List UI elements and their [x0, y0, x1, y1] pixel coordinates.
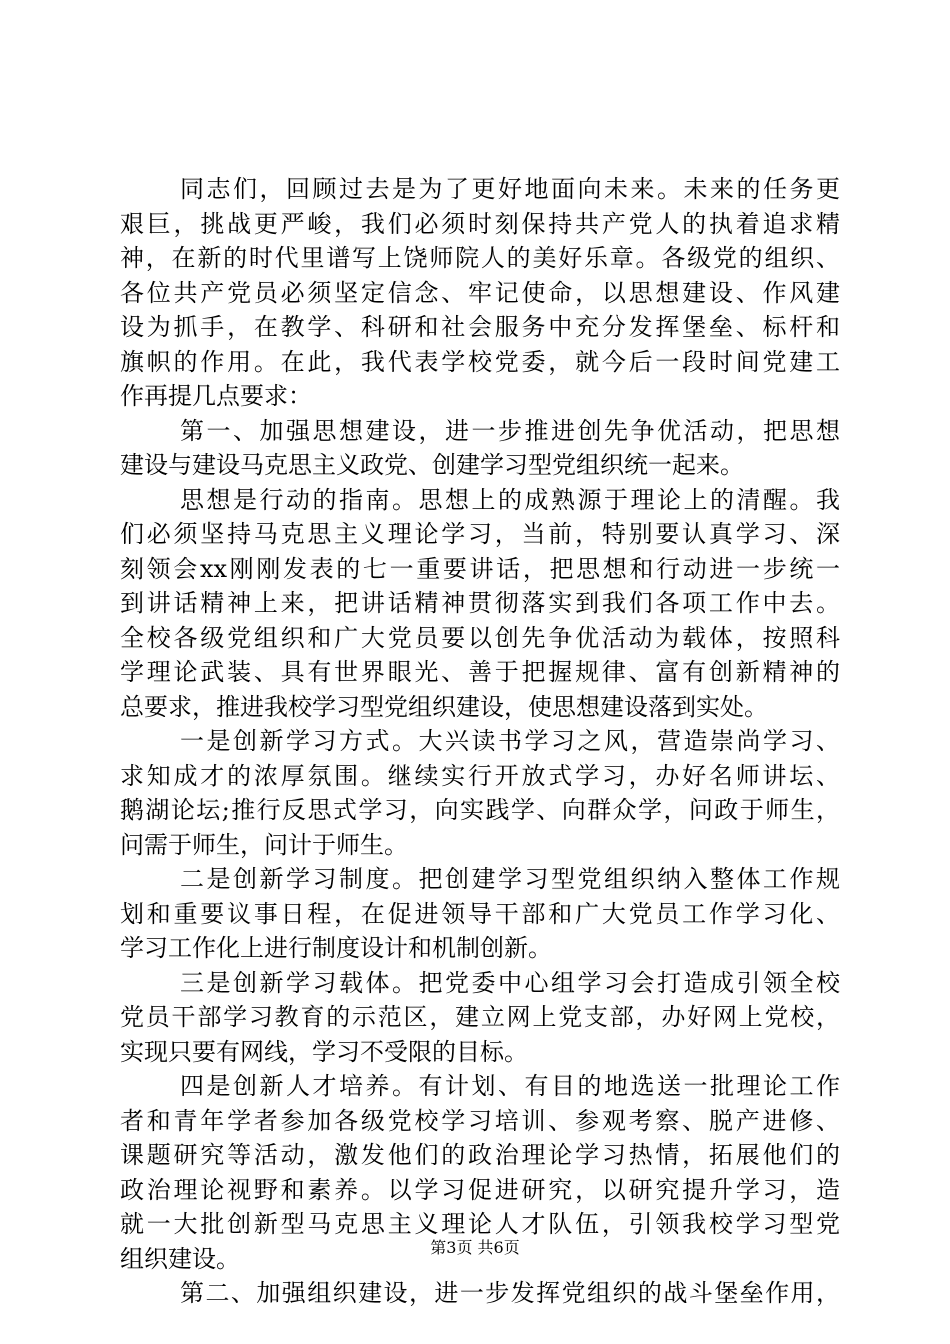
text-line: 学习工作化上进行制度设计和机制创新。: [120, 934, 552, 962]
text-line: 就一大批创新型马克思主义理论人才队伍，引领我校学习型党: [120, 1210, 840, 1238]
text-line: 学理论武装、具有世界眼光、善于把握规律、富有创新精神的: [120, 658, 840, 686]
text-line: 神，在新的时代里谱写上饶师院人的美好乐章。各级党的组织、: [120, 244, 840, 272]
text-line: 到讲话精神上来，把讲话精神贯彻落实到我们各项工作中去。: [120, 589, 840, 617]
text-line: 鹅湖论坛;推行反思式学习，向实践学、向群众学，问政于师生，: [120, 796, 840, 824]
text-line: 旗帜的作用。在此，我代表学校党委，就今后一段时间党建工: [120, 347, 840, 376]
text-line: 第一、加强思想建设，进一步推进创先争优活动，把思想: [180, 416, 840, 445]
text-line: 同志们，回顾过去是为了更好地面向未来。未来的任务更: [180, 175, 840, 203]
text-line: 艰巨，挑战更严峻，我们必须时刻保持共产党人的执着追求精: [120, 209, 840, 238]
text-line: 建设与建设马克思主义政党、创建学习型党组织统一起来。: [120, 451, 744, 479]
text-line: 者和青年学者参加各级党校学习培训、参观考察、脱产进修、: [120, 1106, 840, 1135]
text-line: 课题研究等活动，激发他们的政治理论学习热情，拓展他们的: [120, 1141, 840, 1169]
text-line: 思想是行动的指南。思想上的成熟源于理论上的清醒。我: [180, 485, 840, 514]
text-line: 一是创新学习方式。大兴读书学习之风，营造崇尚学习、: [180, 727, 840, 755]
text-line: 作再提几点要求：: [120, 382, 312, 410]
text-line: 三是创新学习载体。把党委中心组学习会打造成引领全校: [180, 968, 840, 997]
text-line: 全校各级党组织和广大党员要以创先争优活动为载体，按照科: [120, 623, 840, 652]
text-line: 划和重要议事日程，在促进领导干部和广大党员工作学习化、: [120, 899, 840, 928]
text-line: 第二、加强组织建设，进一步发挥党组织的战斗堡垒作用，: [180, 1279, 840, 1307]
text-line: 实现只要有网线，学习不受限的目标。: [120, 1037, 528, 1066]
page-footer: 第3页 共6页: [430, 1238, 520, 1257]
text-line: 问需于师生，问计于师生。: [120, 830, 408, 859]
text-line: 刻领会xx刚刚发表的七一重要讲话，把思想和行动进一步统一: [120, 554, 840, 583]
text-line: 政治理论视野和素养。以学习促进研究，以研究提升学习，造: [120, 1175, 840, 1204]
text-line: 们必须坚持马克思主义理论学习，当前，特别要认真学习、深: [120, 520, 840, 548]
text-line: 四是创新人才培养。有计划、有目的地选送一批理论工作: [180, 1072, 840, 1100]
text-line: 设为抓手，在教学、科研和社会服务中充分发挥堡垒、标杆和: [120, 313, 840, 341]
text-line: 求知成才的浓厚氛围。继续实行开放式学习，办好名师讲坛、: [120, 761, 840, 790]
text-line: 总要求，推进我校学习型党组织建设，使思想建设落到实处。: [120, 692, 768, 721]
text-line: 二是创新学习制度。把创建学习型党组织纳入整体工作规: [180, 865, 840, 893]
body-text: [120, 172, 840, 1311]
text-line: 组织建设。: [120, 1244, 240, 1273]
text-line: 党员干部学习教育的示范区，建立网上党支部，办好网上党校，: [120, 1003, 840, 1031]
text-line: 各位共产党员必须坚定信念、牢记使命，以思想建设、作风建: [120, 278, 840, 307]
